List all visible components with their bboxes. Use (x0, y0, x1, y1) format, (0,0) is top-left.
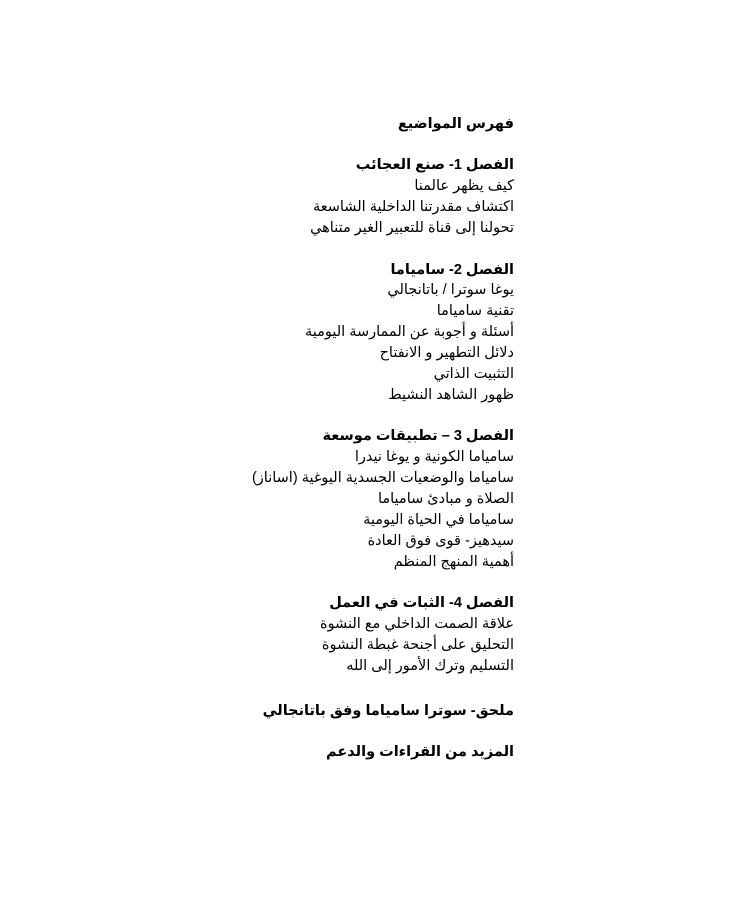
toc-item: الصلاة و مبادئ سامياما (377, 491, 514, 508)
toc-item: التسليم وترك الأمور إلى الله (346, 657, 514, 674)
toc-item: كيف يظهر عالمنا (414, 178, 514, 195)
toc-item: اكتشاف مقدرتنا الداخلية الشاسعة (312, 199, 514, 216)
chapter-heading: الفصل 2- سامياما (390, 261, 514, 278)
chapter-1 (34, 155, 514, 239)
toc-item: سامياما الكونية و يوغا نيدرا (354, 449, 514, 466)
toc-item: سامياما في الحياة اليومية (363, 512, 514, 528)
toc-item: يوغا سوترا / باتانجالي (387, 282, 514, 299)
appendix-heading: ملحق- سوترا سامياما وفق باتانجالي (262, 702, 514, 719)
chapter-3 (34, 426, 514, 572)
toc-item: سيدهيز- قوى فوق العادة (367, 532, 514, 549)
toc-item: التحليق على أجنحة غبطة النشوة (321, 637, 514, 654)
toc-item: ظهور الشاهد النشيط (388, 386, 514, 403)
chapter-heading: الفصل 3 – تطبيقات موسعة (322, 428, 514, 445)
toc-item: تقنية سامياما (436, 303, 514, 320)
toc-title: فهرس المواضيع (397, 116, 514, 132)
toc-item: دلائل التطهير و الانفتاح (379, 345, 514, 362)
toc-item: تحولنا إلى قناة للتعبير الغير متناهي (310, 220, 514, 237)
toc-item: أسئلة و أجوبة عن الممارسة اليومية (304, 324, 514, 341)
chapter-heading: الفصل 1- صنع العجائب (355, 157, 514, 174)
toc-item: أهمية المنهج المنظم (393, 553, 514, 570)
table-of-contents (34, 114, 514, 763)
toc-item: سامياما والوضعيات الجسدية اليوغية (اساناز) (251, 470, 514, 487)
chapter-heading: الفصل 4- الثبات في العمل (329, 595, 514, 612)
chapter-2 (34, 260, 514, 406)
chapter-4 (34, 593, 514, 677)
further-reading-heading: المزيد من القراءات والدعم (326, 744, 514, 761)
toc-item: علاقة الصمت الداخلي مع النشوة (319, 616, 514, 633)
toc-item: التثبيت الذاتي (433, 366, 514, 383)
